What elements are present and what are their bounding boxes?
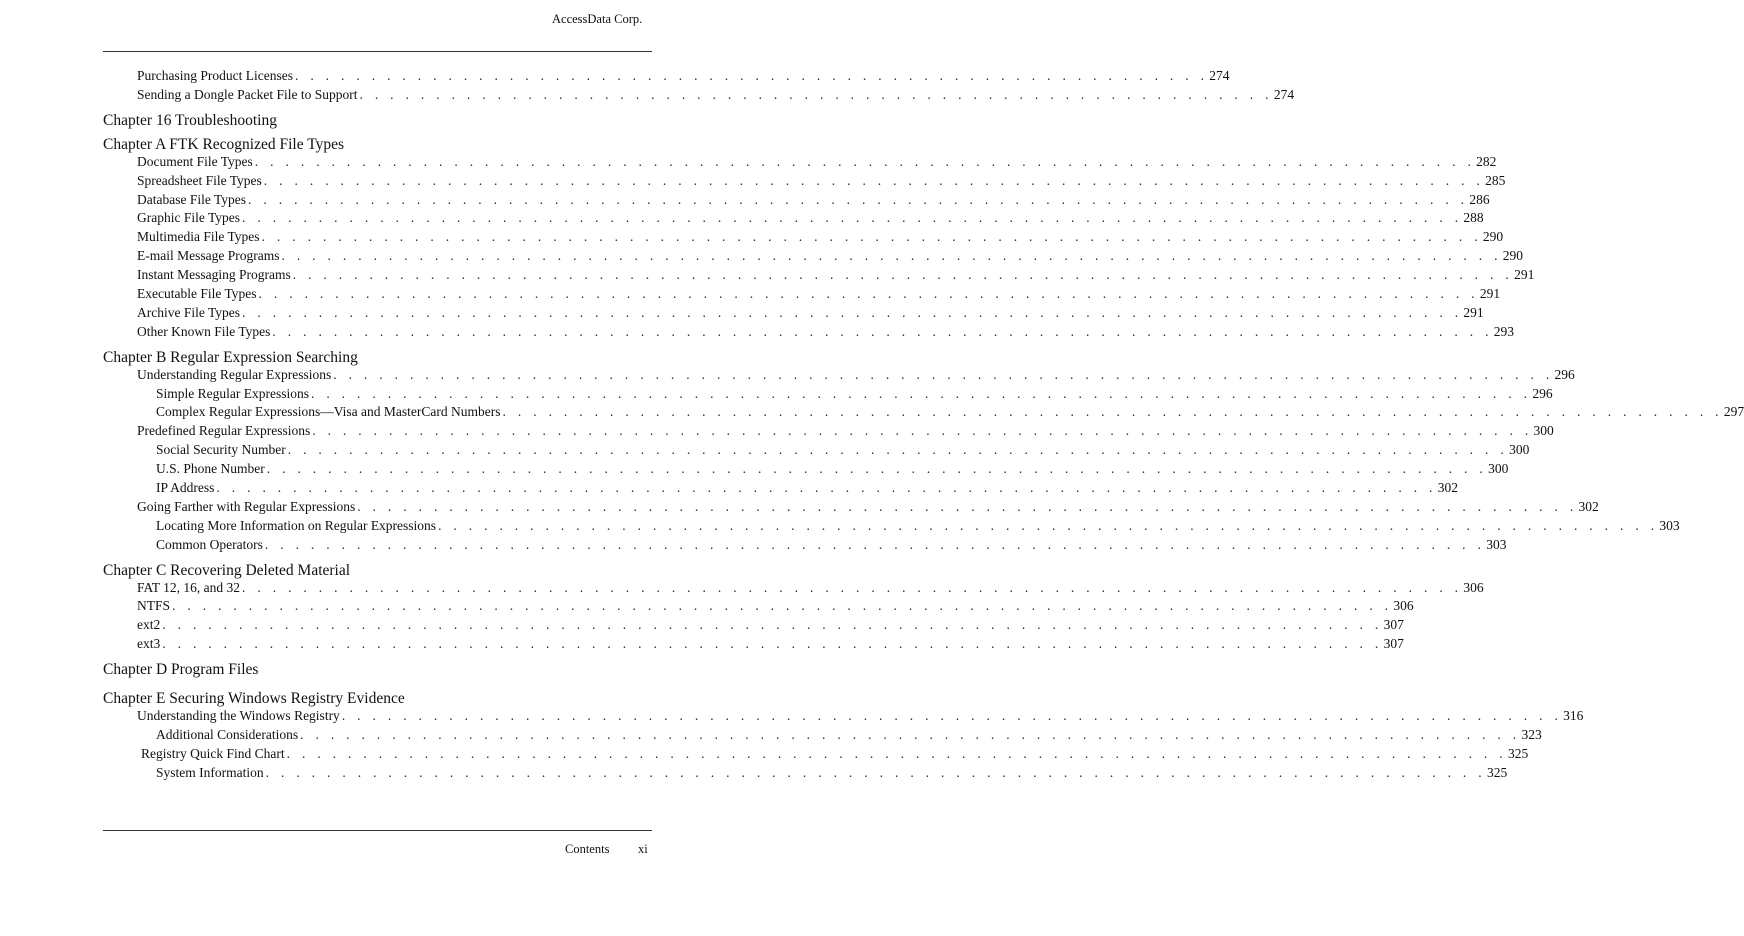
toc-entry-page: 288 (1463, 210, 1484, 226)
toc-entry-page: 296 (1532, 385, 1553, 401)
toc-entry-page: 282 (1476, 153, 1497, 169)
toc-entry[interactable] (103, 210, 1484, 229)
toc-entry[interactable] (103, 86, 1295, 106)
toc-entry-page: 306 (1393, 598, 1414, 614)
toc-entry-title: Other Known File Types (137, 323, 271, 339)
dot-leader: . . . . . . . . . . . . . . . . . . . . . . . . . . . . . . . . . . . . . . . . . . . . . . . . . . . . . . . . . . . . . . . . . . . . . . . . . . . . . . . . (162, 636, 1383, 652)
toc-entry-title: Graphic File Types (137, 210, 241, 226)
toc-entry-page: 291 (1463, 304, 1484, 320)
toc-entry-title: Executable File Types (137, 286, 257, 302)
dot-leader: . . . . . . . . . . . . . . . . . . . . . . . . . . . . . . . . . . . . . . . . . . . . . . . . . . . . . . . . . . . . . . . . . . . . . . . . . . . . . . . . (357, 498, 1578, 514)
toc-entry[interactable] (103, 517, 1680, 537)
dot-leader: . . . . . . . . . . . . . . . . . . . . . . . . . . . . . . . . . . . . . . . . . . . . . . . . . . . . . . . . . . . . . . . . . . . . . . . . . . . . . . . . (261, 229, 1482, 245)
footer-rule (103, 830, 652, 831)
toc-entry-title: U.S. Phone Number (156, 461, 265, 477)
toc-entry-page: 325 (1486, 764, 1508, 780)
footer-page-number: xi (638, 842, 648, 856)
dot-leader: . . . . . . . . . . . . . . . . . . . . . . . . . . . . . . . . . . . . . . . . . . . . . . . . . . . . . . . . . . . . . . . . . . . . . . . . . . . . . . . . (266, 461, 1488, 477)
dot-leader: . . . . . . . . . . . . . . . . . . . . . . . . . . . . . . . . . . . . . . . . . . . . . . . . . . . . . . . . . . . . . . . . . . . . . . . . . . . . . . . . (242, 304, 1463, 320)
toc-entry[interactable] (103, 404, 1744, 423)
toc-entry-page: 285 (1485, 172, 1506, 188)
footer-section-label: Contents (565, 842, 610, 856)
dot-leader: . . . . . . . . . . . . . . . . . . . . . . . . . . . . . . . . . . . . . . . . . . . . . . . . . . . . . . . . . . . . . . . . . . . . . . . . . . . . . . . . (292, 267, 1514, 283)
toc-entry-title: Going Farther with Regular Expressions (137, 498, 356, 514)
chapter-heading[interactable]: Chapter E Securing Windows Registry Evidence (103, 690, 405, 708)
chapter-heading[interactable]: Chapter 16 Troubleshooting (103, 111, 277, 129)
toc-entry-title: Registry Quick Find Chart (141, 745, 285, 761)
toc-entry-title: Additional Considerations (156, 727, 299, 743)
dot-leader: . . . . . . . . . . . . . . . . . . . . . . . . . . . . . . . . . . . . . . . . . . . . . . . . . . . . . . . . . . . . (359, 86, 1273, 102)
toc-entry[interactable] (103, 385, 1553, 405)
toc-entry[interactable] (103, 579, 1484, 599)
dot-leader: . . . . . . . . . . . . . . . . . . . . . . . . . . . . . . . . . . . . . . . . . . . . . . . . . . . . . . . . . . . . . . . . . . . . . . . . . . . . . . . . (281, 248, 1502, 264)
toc-entry-title: IP Address (156, 480, 215, 496)
chapter-heading[interactable]: Chapter A FTK Recognized File Types (103, 135, 344, 153)
toc-entry-page: 303 (1486, 536, 1507, 552)
toc-entry-page: 300 (1509, 442, 1530, 458)
dot-leader: . . . . . . . . . . . . . . . . . . . . . . . . . . . . . . . . . . . . . . . . . . . . . . . . . . . . . . . . . . . . (294, 68, 1209, 83)
toc-entry[interactable] (103, 366, 1575, 386)
toc-entry[interactable] (103, 764, 1508, 784)
toc-entry-title: Multimedia File Types (137, 229, 260, 245)
toc-entry-page: 293 (1493, 323, 1514, 339)
toc-entry-page: 290 (1502, 248, 1524, 264)
toc-entry-page: 297 (1723, 404, 1744, 420)
toc-entry-title: Instant Messaging Programs (137, 267, 291, 283)
toc-entry-title: Spreadsheet File Types (137, 172, 262, 188)
toc-entry-page: 302 (1437, 480, 1458, 496)
toc-entry[interactable] (103, 304, 1484, 324)
toc-entry-title: NTFS (137, 598, 171, 614)
toc-entry[interactable] (103, 727, 1542, 746)
table-of-contents (103, 68, 1744, 784)
toc-entry-title: Sending a Dongle Packet File to Support (137, 86, 358, 102)
toc-entry-page: 274 (1273, 86, 1295, 102)
toc-entry[interactable] (103, 461, 1509, 480)
dot-leader: . . . . . . . . . . . . . . . . . . . . . . . . . . . . . . . . . . . . . . . . . . . . . . . . . . . . . . . . . . . . . . . . . . . . . . . . . . . . . . . . (248, 191, 1469, 207)
dot-leader: . . . . . . . . . . . . . . . . . . . . . . . . . . . . . . . . . . . . . . . . . . . . . . . . . . . . . . . . . . . . . . . . . . . . . . . . . . . . . . . . (242, 579, 1463, 595)
header-rule (103, 51, 652, 52)
toc-entry-title: Database File Types (137, 191, 247, 207)
toc-entry[interactable] (103, 248, 1524, 267)
toc-entry[interactable] (103, 617, 1404, 636)
toc-entry[interactable] (103, 229, 1504, 248)
toc-entry-title: Document File Types (137, 153, 253, 169)
toc-entry-title: FAT 12, 16, and 32 (137, 579, 241, 595)
toc-entry-page: 306 (1463, 579, 1484, 595)
dot-leader: . . . . . . . . . . . . . . . . . . . . . . . . . . . . . . . . . . . . . . . . . . . . . . . . . . . . . . . . . . . . . . . . . . . . . . . . . . . . . . . . (286, 745, 1507, 761)
toc-entry-title: E-mail Message Programs (137, 248, 280, 264)
toc-entry-title: Simple Regular Expressions (156, 385, 309, 401)
toc-entry[interactable] (103, 68, 1230, 87)
toc-entry[interactable] (103, 423, 1554, 442)
dot-leader: . . . . . . . . . . . . . . . . . . . . . . . . . . . . . . . . . . . . . . . . . . . . . . . . . . . . . . . . . . . . . . . . . . . . . . . . . . . . . . . . (310, 385, 1532, 401)
toc-entry-page: 307 (1383, 617, 1404, 633)
dot-leader: . . . . . . . . . . . . . . . . . . . . . . . . . . . . . . . . . . . . . . . . . . . . . . . . . . . . . . . . . . . . . . . . . . . . . . . . . . . . . . . . (254, 153, 1476, 169)
toc-entry-title: Archive File Types (137, 304, 241, 320)
toc-entry-page: 274 (1209, 68, 1230, 83)
toc-entry-page: 300 (1533, 423, 1554, 439)
dot-leader: . . . . . . . . . . . . . . . . . . . . . . . . . . . . . . . . . . . . . . . . . . . . . . . . . . . . . . . . . . . . . . . . . . . . . . . . . . . . . . . . (312, 423, 1533, 439)
chapter-heading[interactable]: Chapter B Regular Expression Searching (103, 348, 358, 366)
toc-entry-title: Social Security Number (156, 442, 286, 458)
dot-leader: . . . . . . . . . . . . . . . . . . . . . . . . . . . . . . . . . . . . . . . . . . . . . . . . . . . . . . . . . . . . . . . . . . . . . . . . . . . . . . . . (502, 404, 1723, 420)
toc-entry-page: 291 (1479, 286, 1501, 302)
dot-leader: . . . . . . . . . . . . . . . . . . . . . . . . . . . . . . . . . . . . . . . . . . . . . . . . . . . . . . . . . . . . . . . . . . . . . . . . . . . . . . . . (272, 323, 1493, 339)
dot-leader: . . . . . . . . . . . . . . . . . . . . . . . . . . . . . . . . . . . . . . . . . . . . . . . . . . . . . . . . . . . . . . . . . . . . . . . . . . . . . . . . (265, 764, 1486, 780)
toc-entry-title: Purchasing Product Licenses (137, 68, 293, 83)
chapter-heading[interactable]: Chapter D Program Files (103, 661, 259, 679)
toc-entry[interactable] (103, 480, 1458, 499)
toc-entry[interactable] (103, 191, 1490, 211)
toc-entry-page: 291 (1514, 267, 1535, 283)
toc-entry-title: Complex Regular Expressions—Visa and MasterCard Numbers (156, 404, 501, 420)
dot-leader: . . . . . . . . . . . . . . . . . . . . . . . . . . . . . . . . . . . . . . . . . . . . . . . . . . . . . . . . . . . . . . . . . . . . . . . . . . . . . . . . (242, 210, 1463, 226)
toc-entry[interactable] (103, 323, 1514, 343)
chapter-heading[interactable]: Chapter C Recovering Deleted Material (103, 561, 351, 579)
toc-entry-page: 296 (1554, 366, 1575, 382)
toc-entry-title: ext2 (137, 617, 161, 633)
toc-entry[interactable] (103, 153, 1497, 173)
toc-entry-title: Common Operators (156, 536, 263, 552)
toc-entry[interactable] (103, 498, 1599, 518)
toc-entry[interactable] (103, 708, 1584, 727)
dot-leader: . . . . . . . . . . . . . . . . . . . . . . . . . . . . . . . . . . . . . . . . . . . . . . . . . . . . . . . . . . . . . . . . . . . . . . . . . . . . . . . . (263, 172, 1485, 188)
toc-entry-title: Locating More Information on Regular Expressions (156, 517, 437, 533)
dot-leader: . . . . . . . . . . . . . . . . . . . . . . . . . . . . . . . . . . . . . . . . . . . . . . . . . . . . . . . . . . . . . . . . . . . . . . . . . . . . . . . . (258, 286, 1479, 302)
toc-entry[interactable] (103, 636, 1404, 655)
toc-entry-page: 302 (1578, 498, 1599, 514)
dot-leader: . . . . . . . . . . . . . . . . . . . . . . . . . . . . . . . . . . . . . . . . . . . . . . . . . . . . . . . . . . . . . . . . . . . . . . . . . . . . . . . . (438, 517, 1659, 533)
toc-entry[interactable] (103, 442, 1530, 461)
toc-entry-page: 286 (1469, 191, 1490, 207)
header-company-name: AccessData Corp. (552, 12, 643, 26)
dot-leader: . . . . . . . . . . . . . . . . . . . . . . . . . . . . . . . . . . . . . . . . . . . . . . . . . . . . . . . . . . . . . . . . . . . . . . . . . . . . . . . . (287, 442, 1509, 458)
toc-entry-title: Understanding Regular Expressions (137, 366, 332, 382)
toc-entry-title: Predefined Regular Expressions (137, 423, 311, 439)
toc-entry[interactable] (103, 286, 1501, 305)
dot-leader: . . . . . . . . . . . . . . . . . . . . . . . . . . . . . . . . . . . . . . . . . . . . . . . . . . . . . . . . . . . . . . . . . . . . . . . . . . . . . . . . (162, 617, 1383, 633)
dot-leader: . . . . . . . . . . . . . . . . . . . . . . . . . . . . . . . . . . . . . . . . . . . . . . . . . . . . . . . . . . . . . . . . . . . . . . . . . . . . . . . . (300, 727, 1521, 743)
dot-leader: . . . . . . . . . . . . . . . . . . . . . . . . . . . . . . . . . . . . . . . . . . . . . . . . . . . . . . . . . . . . . . . . . . . . . . . . . . . . . . . . (264, 536, 1486, 552)
toc-entry-page: 290 (1482, 229, 1504, 245)
toc-entry-page: 323 (1521, 727, 1542, 743)
toc-entry[interactable] (103, 745, 1529, 765)
dot-leader: . . . . . . . . . . . . . . . . . . . . . . . . . . . . . . . . . . . . . . . . . . . . . . . . . . . . . . . . . . . . . . . . . . . . . . . . . . . . . . . . (333, 366, 1554, 382)
toc-entry[interactable] (103, 598, 1414, 617)
dot-leader: . . . . . . . . . . . . . . . . . . . . . . . . . . . . . . . . . . . . . . . . . . . . . . . . . . . . . . . . . . . . . . . . . . . . . . . . . . . . . . . . (216, 480, 1437, 496)
toc-entry-page: 307 (1383, 636, 1404, 652)
toc-entry-page: 316 (1563, 708, 1584, 724)
dot-leader: . . . . . . . . . . . . . . . . . . . . . . . . . . . . . . . . . . . . . . . . . . . . . . . . . . . . . . . . . . . . . . . . . . . . . . . . . . . . . . . . (341, 708, 1563, 724)
toc-entry-page: 325 (1507, 745, 1529, 761)
dot-leader: . . . . . . . . . . . . . . . . . . . . . . . . . . . . . . . . . . . . . . . . . . . . . . . . . . . . . . . . . . . . . . . . . . . . . . . . . . . . . . . . (172, 598, 1393, 614)
toc-entry-title: Understanding the Windows Registry (137, 708, 340, 724)
toc-entry[interactable] (103, 172, 1506, 192)
toc-entry[interactable] (103, 267, 1535, 286)
toc-entry-title: ext3 (137, 636, 161, 652)
toc-entry-page: 300 (1488, 461, 1509, 477)
toc-entry[interactable] (103, 536, 1507, 556)
toc-entry-title: System Information (156, 764, 264, 780)
toc-entry-page: 303 (1659, 517, 1680, 533)
